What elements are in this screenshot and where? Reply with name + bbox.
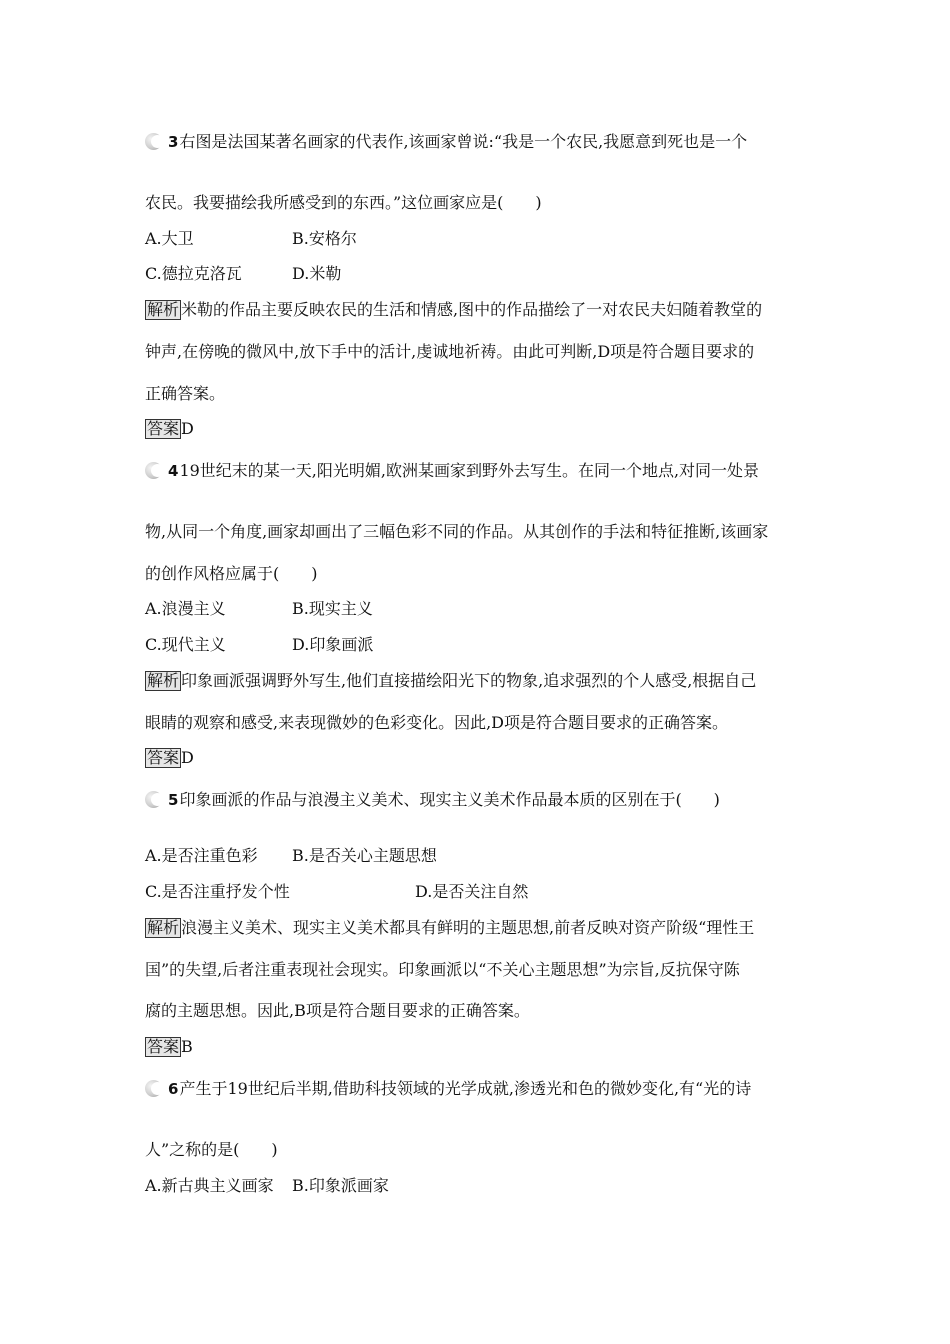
analysis-text: 米勒的作品主要反映农民的生活和情感,图中的作品描绘了一对农民夫妇随着教堂的 [181,300,763,319]
question-4-analysis [145,671,756,691]
option-c: C.是否注重抒发个性 [145,882,290,901]
analysis-text-cont: 眼睛的观察和感受,来表现微妙的色彩变化。因此,D项是符合题目要求的正确答案。 [145,713,729,732]
answer-tag: 答案 [147,748,180,767]
analysis-text-cont: 正确答案。 [145,384,226,403]
option-d: D.米勒 [292,264,342,283]
question-5-analysis [145,918,754,938]
option-b: B.现实主义 [292,599,373,618]
question-number: 5 [168,791,179,809]
question-6-stem-cont: 人”之称的是( ) [145,1140,278,1159]
question-4-answer [145,748,194,768]
option-b: B.是否关心主题思想 [292,846,437,865]
analysis-text-cont: 腐的主题思想。因此,B项是符合题目要求的正确答案。 [145,1001,530,1020]
option-b: B.印象派画家 [292,1176,389,1195]
option-a: A.浪漫主义 [145,599,226,618]
question-4-stem-cont: 的创作风格应属于( ) [145,564,318,583]
question-bullet-icon [145,461,165,481]
question-bullet-icon [145,1079,165,1099]
question-3-analysis [145,300,762,320]
answer-value: D [181,419,194,438]
question-number: 4 [168,462,179,480]
question-text: 右图是法国某著名画家的代表作,该画家曾说:“我是一个农民,我愿意到死也是一个 [179,132,748,151]
answer-value: B [181,1037,193,1056]
answer-tag: 答案 [147,1037,180,1056]
analysis-text: 印象画派强调野外写生,他们直接描绘阳光下的物象,追求强烈的个人感受,根据自己 [181,671,757,690]
option-a: A.是否注重色彩 [145,846,258,865]
question-number: 3 [168,133,179,151]
option-b: B.安格尔 [292,229,357,248]
analysis-tag: 解析 [147,300,180,319]
analysis-text-cont: 国”的失望,后者注重表现社会现实。印象画派以“不关心主题思想”为宗旨,反抗保守陈 [145,960,740,979]
question-3-stem [145,132,747,152]
analysis-text-cont: 钟声,在傍晚的微风中,放下手中的活计,虔诚地祈祷。由此可判断,D项是符合题目要求的 [145,342,755,361]
question-bullet-icon [145,132,165,152]
question-4-stem [145,461,759,481]
question-4-stem-cont: 物,从同一个角度,画家却画出了三幅色彩不同的作品。从其创作的手法和特征推断,该画家 [145,522,769,541]
option-c: C.现代主义 [145,635,226,654]
option-a: A.大卫 [145,229,194,248]
question-6-stem [145,1079,751,1099]
question-5-stem [145,790,720,810]
analysis-tag: 解析 [147,918,180,937]
analysis-tag: 解析 [147,671,180,690]
question-5-answer [145,1037,193,1057]
answer-tag: 答案 [147,419,180,438]
question-number: 6 [168,1080,179,1098]
analysis-text: 浪漫主义美术、现实主义美术都具有鲜明的主题思想,前者反映对资产阶级“理性王 [181,918,755,937]
answer-value: D [181,748,194,767]
question-text: 产生于19世纪后半期,借助科技领域的光学成就,渗透光和色的微妙变化,有“光的诗 [179,1079,752,1098]
option-a: A.新古典主义画家 [145,1176,274,1195]
question-3-answer [145,419,194,439]
question-text: 19世纪末的某一天,阳光明媚,欧洲某画家到野外去写生。在同一个地点,对同一处景 [179,461,760,480]
question-bullet-icon [145,790,165,810]
option-c: C.德拉克洛瓦 [145,264,242,283]
option-d: D.是否关注自然 [415,882,529,901]
question-3-stem-cont: 农民。我要描绘我所感受到的东西。”这位画家应是( ) [145,193,542,212]
option-d: D.印象画派 [292,635,374,654]
question-text: 印象画派的作品与浪漫主义美术、现实主义美术作品最本质的区别在于( ) [179,790,720,809]
